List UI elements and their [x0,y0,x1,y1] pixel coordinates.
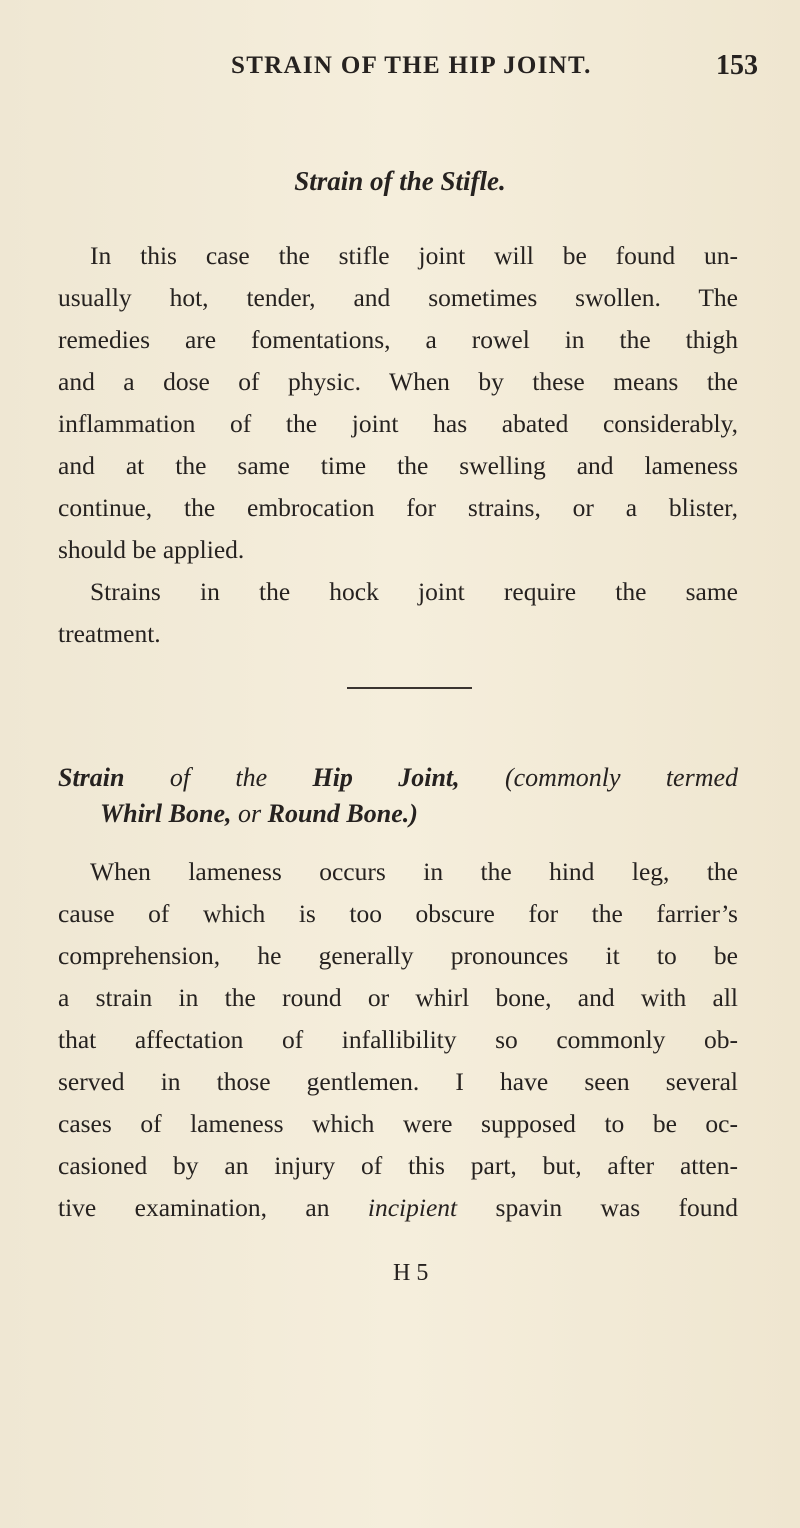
text-line: that affectation of infallibility so commonly ob- [58,1025,738,1054]
paragraph-stifle [58,235,738,571]
section-title-hip-joint [58,760,738,832]
heading-word: Round Bone.) [267,799,418,828]
signature-mark: H 5 [393,1260,429,1286]
heading-word: (commonly termed [504,763,739,792]
text-line: and a dose of physic. When by these means the [58,367,738,396]
text-fragment: spavin was found [495,1193,739,1222]
italic-word: incipient [367,1193,458,1222]
text-line: usually hot, tender, and sometimes swollen. The [58,283,738,312]
heading-line [58,796,738,832]
page-number: 153 [716,50,758,81]
section-divider [347,687,472,689]
text-fragment: tive examination, an [58,1193,330,1222]
text-line: cases of lameness which were supposed to be oc- [58,1109,738,1138]
section-title-stifle: Strain of the Stifle. [294,166,506,196]
text-line: remedies are fomentations, a rowel in the thigh [58,325,738,354]
heading-line [58,760,738,796]
text-line: should be applied. [58,535,245,564]
text-line: continue, the embrocation for strains, or a blister, [58,493,738,522]
heading-word: or [238,799,262,828]
text-line: and at the same time the swelling and lameness [58,451,738,480]
heading-word: Whirl Bone, [100,799,232,828]
text-line: served in those gentlemen. I have seen several [58,1067,738,1096]
paragraph-hip-joint [58,851,738,1229]
text-line: Strains in the hock joint require the same [90,577,738,606]
text-line: cause of which is too obscure for the farrier’s [58,899,738,928]
text-line: a strain in the round or whirl bone, and with all [58,983,738,1012]
text-line: treatment. [58,619,161,648]
text-line: casioned by an injury of this part, but, after atten- [58,1151,738,1180]
paragraph-hock [58,571,738,655]
running-title: STRAIN OF THE HIP JOINT. [231,52,592,79]
text-line: comprehension, he generally pronounces it to be [58,941,738,970]
text-line: When lameness occurs in the hind leg, the [90,857,738,886]
text-line [58,1187,738,1229]
running-head [0,52,800,92]
heading-word: of the [169,763,268,792]
text-line: In this case the stifle joint will be found un- [90,241,738,270]
heading-word: Hip Joint, [312,763,460,792]
text-line: inflammation of the joint has abated considerably, [58,409,738,438]
heading-word: Strain [58,763,125,792]
